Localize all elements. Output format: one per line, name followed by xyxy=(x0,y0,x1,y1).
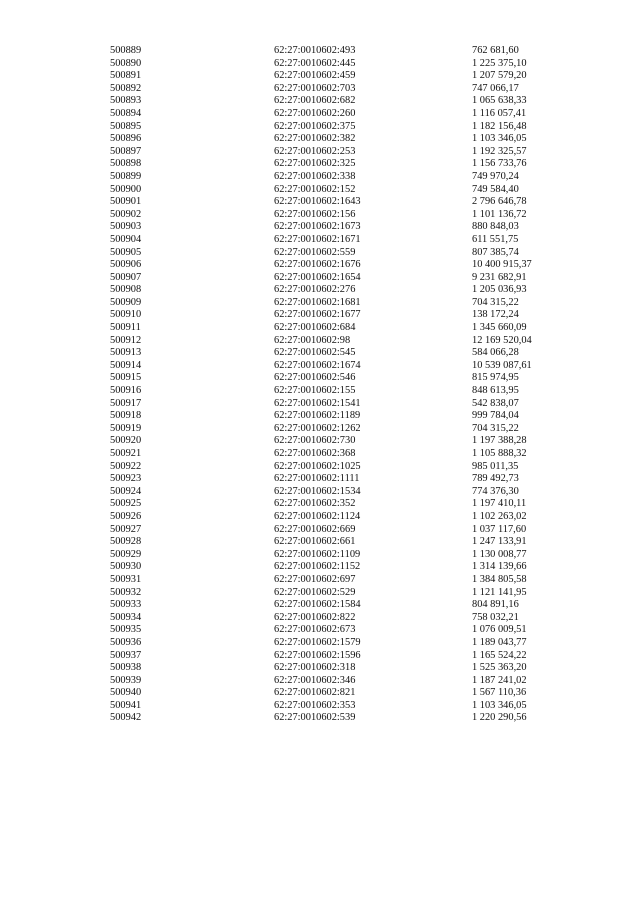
cadastral-number: 62:27:0010602:559 xyxy=(274,246,356,258)
row-number: 500929 xyxy=(110,548,142,560)
row-number: 500893 xyxy=(110,95,142,107)
cadastral-number: 62:27:0010602:368 xyxy=(274,448,356,459)
row-number: 500906 xyxy=(110,259,142,271)
cadastral-value: 848 613,95 xyxy=(472,385,519,397)
row-number: 500924 xyxy=(110,485,142,497)
row-number: 500901 xyxy=(110,196,142,208)
cadastral-value: 1 189 043,77 xyxy=(472,636,527,648)
cadastral-number: 62:27:0010602:1025 xyxy=(274,460,361,472)
cadastral-value: 1 165 524,22 xyxy=(472,649,527,661)
row-number: 500927 xyxy=(110,523,142,535)
row-number: 500908 xyxy=(110,284,142,296)
table-row xyxy=(110,146,590,159)
cadastral-value: 1 102 263,02 xyxy=(472,510,527,522)
cadastral-number: 62:27:0010602:697 xyxy=(274,573,356,585)
row-number: 500936 xyxy=(110,636,142,648)
row-number: 500898 xyxy=(110,158,142,170)
cadastral-number: 62:27:0010602:684 xyxy=(274,322,356,334)
row-number: 500928 xyxy=(110,536,142,548)
row-number: 500897 xyxy=(110,145,142,157)
row-number: 500904 xyxy=(110,233,142,245)
cadastral-value: 1 384 805,58 xyxy=(472,573,527,585)
table-row xyxy=(110,637,590,650)
cadastral-value: 1 192 325,57 xyxy=(472,145,527,157)
row-number: 500937 xyxy=(110,649,142,661)
cadastral-number: 62:27:0010602:1579 xyxy=(274,636,361,648)
table-row xyxy=(110,133,590,146)
table-row xyxy=(110,398,590,411)
cadastral-number: 62:27:0010602:1262 xyxy=(274,422,361,434)
cadastral-number: 62:27:0010602:1677 xyxy=(274,309,361,321)
cadastral-value: 1 314 139,66 xyxy=(472,561,527,573)
cadastral-number: 62:27:0010602:673 xyxy=(274,624,356,636)
cadastral-value: 1 345 660,09 xyxy=(472,322,527,334)
cadastral-value: 985 011,35 xyxy=(472,460,519,472)
cadastral-number: 62:27:0010602:1643 xyxy=(274,196,361,208)
cadastral-value: 789 492,73 xyxy=(472,473,519,485)
table-row xyxy=(110,171,590,184)
row-number: 500912 xyxy=(110,334,142,346)
table-row xyxy=(110,675,590,688)
cadastral-number: 62:27:0010602:155 xyxy=(274,385,356,397)
table-row xyxy=(110,498,590,511)
cadastral-value: 12 169 520,04 xyxy=(472,334,532,346)
cadastral-value: 999 784,04 xyxy=(472,410,519,422)
cadastral-value: 1 105 888,32 xyxy=(472,448,527,459)
table-row xyxy=(110,650,590,663)
cadastral-number: 62:27:0010602:152 xyxy=(274,183,356,195)
cadastral-number: 62:27:0010602:375 xyxy=(274,120,356,132)
row-number: 500911 xyxy=(110,322,141,334)
row-number: 500907 xyxy=(110,271,142,283)
row-number: 500935 xyxy=(110,624,142,636)
table-row xyxy=(110,83,590,96)
cadastral-number: 62:27:0010602:325 xyxy=(274,158,356,170)
table-row xyxy=(110,70,590,83)
table-row xyxy=(110,561,590,574)
cadastral-value: 1 205 036,93 xyxy=(472,284,527,296)
row-number: 500903 xyxy=(110,221,142,233)
row-number: 500913 xyxy=(110,347,142,359)
cadastral-value: 10 539 087,61 xyxy=(472,359,532,371)
cadastral-value: 704 315,22 xyxy=(472,296,519,308)
cadastral-number: 62:27:0010602:253 xyxy=(274,145,356,157)
cadastral-number: 62:27:0010602:661 xyxy=(274,536,356,548)
table-row xyxy=(110,209,590,222)
table-row xyxy=(110,536,590,549)
row-number: 500891 xyxy=(110,70,142,82)
table-row xyxy=(110,435,590,448)
table-row xyxy=(110,549,590,562)
row-number: 500910 xyxy=(110,309,142,321)
cadastral-value: 704 315,22 xyxy=(472,422,519,434)
cadastral-value: 1 101 136,72 xyxy=(472,208,527,220)
row-number: 500896 xyxy=(110,133,142,145)
row-number: 500940 xyxy=(110,687,142,699)
table-row xyxy=(110,410,590,423)
cadastral-value: 1 207 579,20 xyxy=(472,70,527,82)
cadastral-number: 62:27:0010602:545 xyxy=(274,347,356,359)
cadastral-number: 62:27:0010602:1654 xyxy=(274,271,361,283)
cadastral-value: 1 103 346,05 xyxy=(472,699,527,711)
cadastral-number: 62:27:0010602:730 xyxy=(274,435,356,447)
cadastral-value: 1 121 141,95 xyxy=(472,586,527,598)
cadastral-number: 62:27:0010602:669 xyxy=(274,523,356,535)
row-number: 500919 xyxy=(110,422,142,434)
row-number: 500933 xyxy=(110,599,142,611)
table-row xyxy=(110,108,590,121)
cadastral-value: 1 103 346,05 xyxy=(472,133,527,145)
cadastral-value: 807 385,74 xyxy=(472,246,519,258)
cadastral-value: 1 037 117,60 xyxy=(472,523,527,535)
cadastral-number: 62:27:0010602:353 xyxy=(274,699,356,711)
cadastral-value: 1 116 057,41 xyxy=(472,107,527,119)
cadastral-number: 62:27:0010602:346 xyxy=(274,674,356,686)
cadastral-value: 1 197 410,11 xyxy=(472,498,527,510)
table-row xyxy=(110,58,590,71)
row-number: 500905 xyxy=(110,246,142,258)
row-number: 500939 xyxy=(110,674,142,686)
cadastral-number: 62:27:0010602:493 xyxy=(274,45,356,56)
row-number: 500923 xyxy=(110,473,142,485)
table-row xyxy=(110,624,590,637)
cadastral-number: 62:27:0010602:529 xyxy=(274,586,356,598)
cadastral-value: 1 065 638,33 xyxy=(472,95,527,107)
cadastral-value: 815 974,95 xyxy=(472,372,519,384)
cadastral-number: 62:27:0010602:352 xyxy=(274,498,356,510)
row-number: 500931 xyxy=(110,573,142,585)
cadastral-value: 1 156 733,76 xyxy=(472,158,527,170)
table-row xyxy=(110,385,590,398)
table-row xyxy=(110,372,590,385)
row-number: 500889 xyxy=(110,45,142,56)
table-row xyxy=(110,221,590,234)
cadastral-number: 62:27:0010602:1674 xyxy=(274,359,361,371)
row-number: 500895 xyxy=(110,120,142,132)
cadastral-value: 9 231 682,91 xyxy=(472,271,527,283)
row-number: 500920 xyxy=(110,435,142,447)
row-number: 500942 xyxy=(110,712,142,724)
row-number: 500894 xyxy=(110,107,142,119)
cadastral-number: 62:27:0010602:1676 xyxy=(274,259,361,271)
cadastral-value: 1 225 375,10 xyxy=(472,57,527,69)
row-number: 500914 xyxy=(110,359,142,371)
cadastral-number: 62:27:0010602:445 xyxy=(274,57,356,69)
table-row xyxy=(110,662,590,675)
row-number: 500916 xyxy=(110,385,142,397)
table-row xyxy=(110,45,590,58)
cadastral-value: 10 400 915,37 xyxy=(472,259,532,271)
cadastral-value: 584 066,28 xyxy=(472,347,519,359)
row-number: 500900 xyxy=(110,183,142,195)
cadastral-value: 880 848,03 xyxy=(472,221,519,233)
table-row xyxy=(110,247,590,260)
cadastral-value: 804 891,16 xyxy=(472,599,519,611)
cadastral-value: 1 130 008,77 xyxy=(472,548,527,560)
row-number: 500934 xyxy=(110,611,142,623)
row-number: 500892 xyxy=(110,82,142,94)
row-number: 500918 xyxy=(110,410,142,422)
cadastral-number: 62:27:0010602:156 xyxy=(274,208,356,220)
row-number: 500930 xyxy=(110,561,142,573)
cadastral-value: 749 584,40 xyxy=(472,183,519,195)
cadastral-number: 62:27:0010602:539 xyxy=(274,712,356,724)
cadastral-number: 62:27:0010602:260 xyxy=(274,107,356,119)
table-row xyxy=(110,347,590,360)
row-number: 500925 xyxy=(110,498,142,510)
cadastral-number: 62:27:0010602:1124 xyxy=(274,510,361,522)
table-row xyxy=(110,574,590,587)
table-row xyxy=(110,360,590,373)
table-row xyxy=(110,599,590,612)
cadastral-value: 1 567 110,36 xyxy=(472,687,527,699)
table-row xyxy=(110,687,590,700)
table-row xyxy=(110,259,590,272)
cadastral-number: 62:27:0010602:1189 xyxy=(274,410,361,422)
row-number: 500941 xyxy=(110,699,142,711)
cadastral-number: 62:27:0010602:338 xyxy=(274,170,356,182)
table-row xyxy=(110,297,590,310)
cadastral-value: 1 187 241,02 xyxy=(472,674,527,686)
cadastral-number: 62:27:0010602:1152 xyxy=(274,561,361,573)
cadastral-value: 2 796 646,78 xyxy=(472,196,527,208)
cadastral-number: 62:27:0010602:1671 xyxy=(274,233,361,245)
cadastral-number: 62:27:0010602:546 xyxy=(274,372,356,384)
cadastral-number: 62:27:0010602:1534 xyxy=(274,485,361,497)
row-number: 500932 xyxy=(110,586,142,598)
cadastral-number: 62:27:0010602:682 xyxy=(274,95,356,107)
table-row xyxy=(110,712,590,725)
cadastral-value: 1 197 388,28 xyxy=(472,435,527,447)
cadastral-number: 62:27:0010602:1596 xyxy=(274,649,361,661)
row-number: 500915 xyxy=(110,372,142,384)
table-row xyxy=(110,322,590,335)
row-number: 500921 xyxy=(110,448,142,459)
table-row xyxy=(110,335,590,348)
cadastral-value: 1 220 290,56 xyxy=(472,712,527,724)
row-number: 500917 xyxy=(110,397,142,409)
table-row xyxy=(110,121,590,134)
table-row xyxy=(110,612,590,625)
table-row xyxy=(110,423,590,436)
cadastral-number: 62:27:0010602:276 xyxy=(274,284,356,296)
cadastral-value: 1 182 156,48 xyxy=(472,120,527,132)
cadastral-number: 62:27:0010602:459 xyxy=(274,70,356,82)
cadastral-number: 62:27:0010602:98 xyxy=(274,334,351,346)
table-row xyxy=(110,461,590,474)
cadastral-number: 62:27:0010602:1109 xyxy=(274,548,361,560)
cadastral-number: 62:27:0010602:1673 xyxy=(274,221,361,233)
table-row xyxy=(110,158,590,171)
row-number: 500922 xyxy=(110,460,142,472)
cadastral-number: 62:27:0010602:821 xyxy=(274,687,356,699)
cadastral-value: 1 076 009,51 xyxy=(472,624,527,636)
table-row xyxy=(110,511,590,524)
cadastral-number: 62:27:0010602:1111 xyxy=(274,473,360,485)
table-row xyxy=(110,587,590,600)
cadastral-number: 62:27:0010602:1541 xyxy=(274,397,361,409)
table-row xyxy=(110,473,590,486)
table-row xyxy=(110,95,590,108)
cadastral-value: 774 376,30 xyxy=(472,485,519,497)
cadastral-value: 758 032,21 xyxy=(472,611,519,623)
cadastral-number: 62:27:0010602:1584 xyxy=(274,599,361,611)
table-row xyxy=(110,234,590,247)
cadastral-value: 749 970,24 xyxy=(472,170,519,182)
cadastral-value: 611 551,75 xyxy=(472,233,519,245)
table-row xyxy=(110,486,590,499)
table-row xyxy=(110,448,590,461)
cadastral-value: 747 066,17 xyxy=(472,82,519,94)
cadastral-value-table xyxy=(110,45,590,725)
row-number: 500899 xyxy=(110,170,142,182)
cadastral-number: 62:27:0010602:703 xyxy=(274,82,356,94)
cadastral-value: 542 838,07 xyxy=(472,397,519,409)
table-row xyxy=(110,184,590,197)
table-row xyxy=(110,700,590,713)
cadastral-value: 138 172,24 xyxy=(472,309,519,321)
cadastral-number: 62:27:0010602:318 xyxy=(274,662,356,674)
row-number: 500926 xyxy=(110,510,142,522)
row-number: 500890 xyxy=(110,57,142,69)
table-row xyxy=(110,272,590,285)
row-number: 500938 xyxy=(110,662,142,674)
cadastral-number: 62:27:0010602:822 xyxy=(274,611,356,623)
row-number: 500909 xyxy=(110,296,142,308)
table-row xyxy=(110,196,590,209)
row-number: 500902 xyxy=(110,208,142,220)
table-row xyxy=(110,309,590,322)
cadastral-number: 62:27:0010602:1681 xyxy=(274,296,361,308)
table-row xyxy=(110,284,590,297)
cadastral-number: 62:27:0010602:382 xyxy=(274,133,356,145)
cadastral-value: 762 681,60 xyxy=(472,45,519,56)
table-row xyxy=(110,524,590,537)
cadastral-value: 1 525 363,20 xyxy=(472,662,527,674)
cadastral-value: 1 247 133,91 xyxy=(472,536,527,548)
